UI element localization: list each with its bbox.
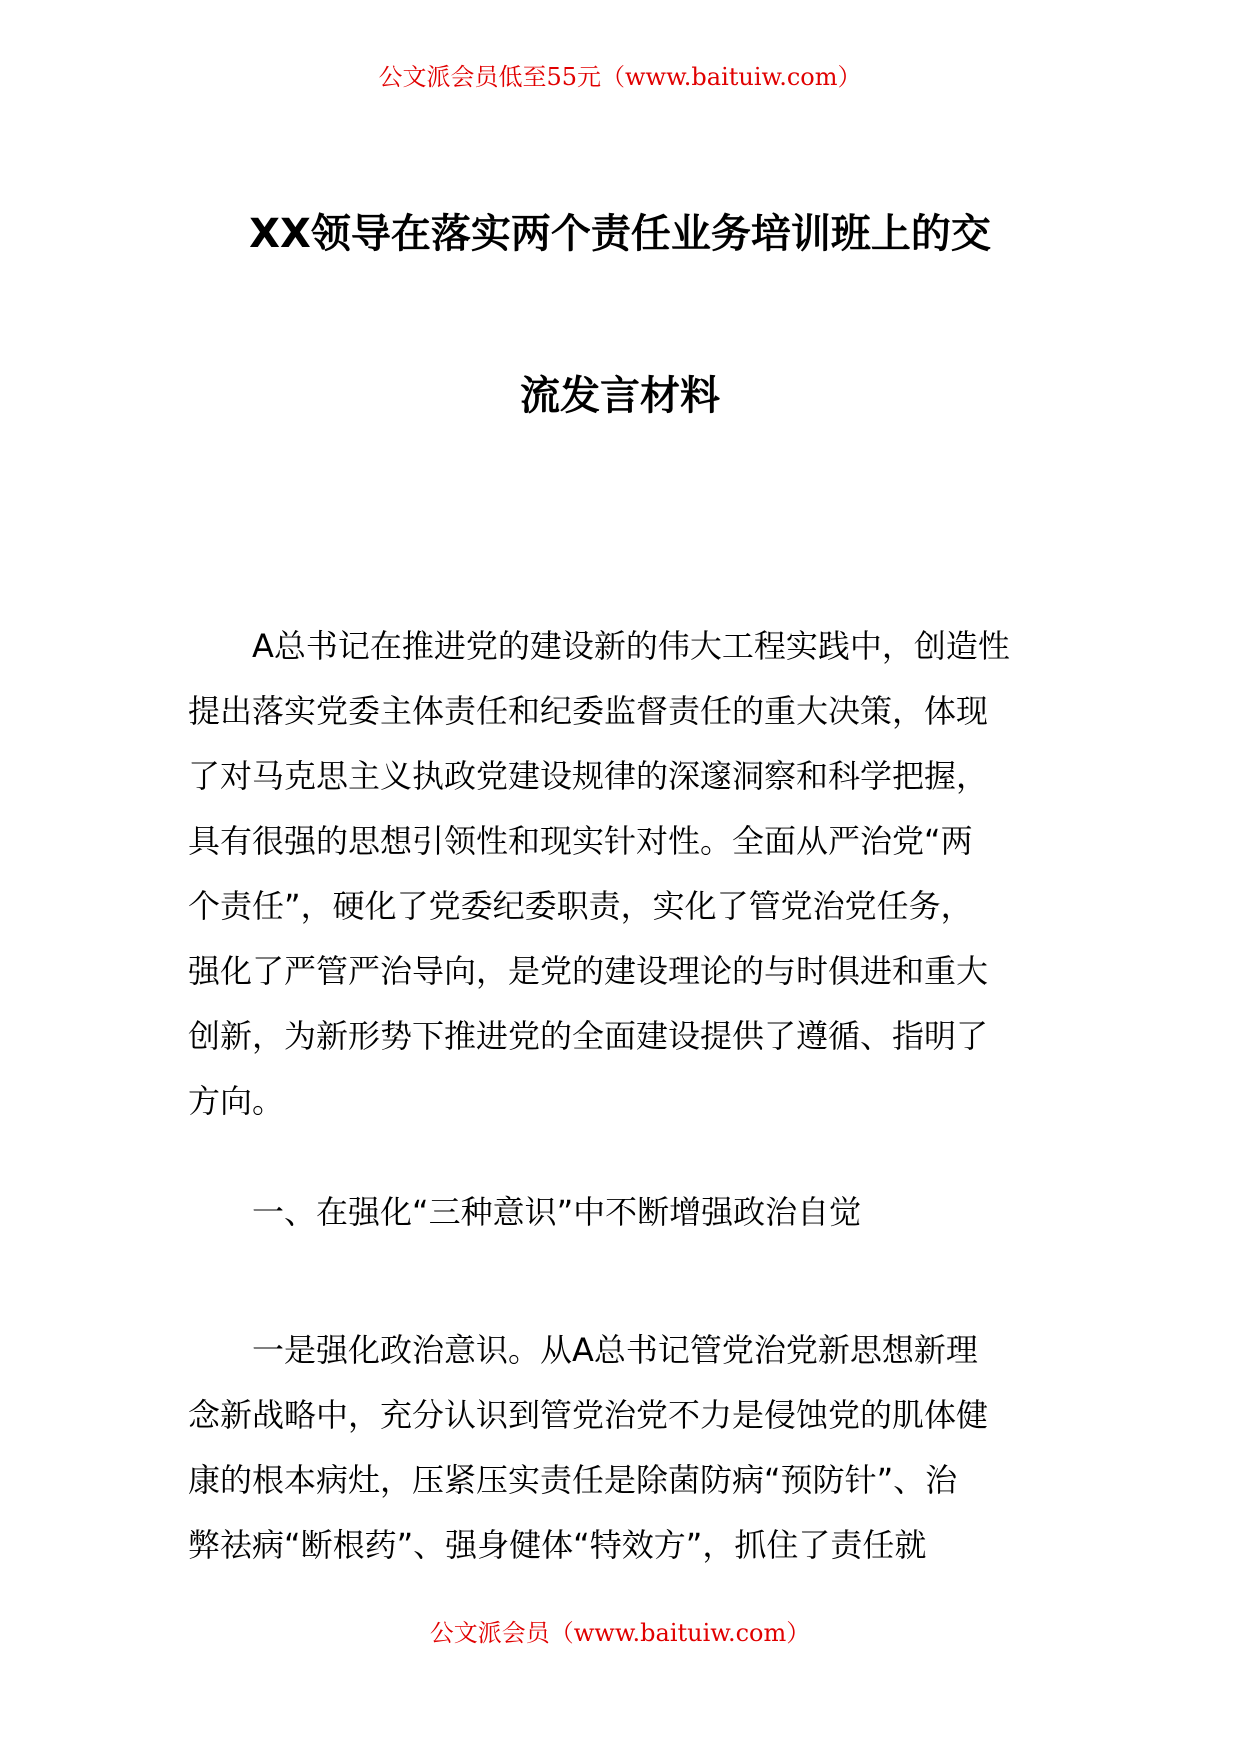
paragraph-line: 创新，为新形势下推进党的全面建设提供了遵循、指明了 xyxy=(188,1017,989,1055)
paragraph-line: 念新战略中，充分认识到管党治党不力是侵蚀党的肌体健 xyxy=(188,1396,989,1434)
document-title-line-1: XX领导在落实两个责任业务培训班上的交 xyxy=(249,211,991,257)
section-heading xyxy=(188,1180,1060,1245)
paragraph-line: 个责任”，硬化了党委纪委职责，实化了管党治党任务， xyxy=(188,887,973,925)
paragraph-line: 了对马克思主义执政党建设规律的深邃洞察和科学把握， xyxy=(188,757,989,795)
paragraph-line: A总书记在推进党的建设新的伟大工程实践中，创造性 xyxy=(188,627,1010,665)
document-title-line-2: 流发言材料 xyxy=(520,373,720,419)
section-paragraph xyxy=(188,1318,1060,1578)
paragraph-line: 提出落实党委主体责任和纪委监督责任的重大决策，体现 xyxy=(188,692,989,730)
section-heading-text: 一、在强化“三种意识”中不断增强政治自觉 xyxy=(188,1193,862,1231)
paragraph-line: 方向。 xyxy=(188,1082,285,1120)
paragraph-line: 康的根本病灶，压紧压实责任是除菌防病“预防针”、治 xyxy=(188,1461,958,1499)
paragraph-line: 具有很强的思想引领性和现实针对性。全面从严治党“两 xyxy=(188,822,973,860)
intro-paragraph xyxy=(188,614,1060,1134)
header-promo-text: 公文派会员低至55元（www.baituiw.com） xyxy=(378,63,862,91)
paragraph-line: 强化了严管严治导向，是党的建设理论的与时俱进和重大 xyxy=(188,952,989,990)
paragraph-line: 一是强化政治意识。从A总书记管党治党新思想新理 xyxy=(188,1331,978,1369)
paragraph-line: 弊祛病“断根药”、强身健体“特效方”，抓住了责任就 xyxy=(188,1526,927,1564)
footer-promo-text: 公文派会员（www.baituiw.com） xyxy=(429,1619,811,1647)
